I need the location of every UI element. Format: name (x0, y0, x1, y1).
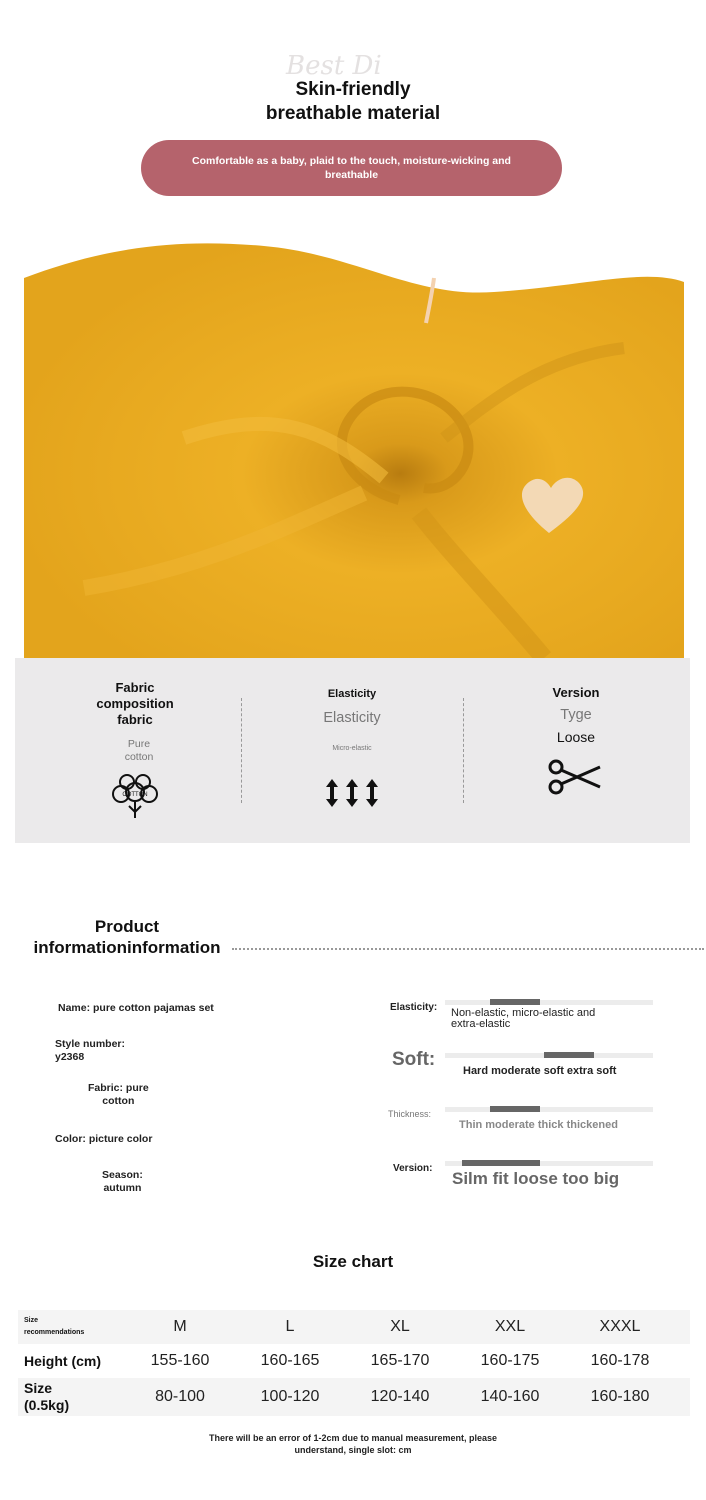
thickness-scale-text: Thin moderate thick thickened (459, 1119, 618, 1131)
script-logo-text: Best Di (286, 51, 382, 81)
size-m: M (173, 1318, 187, 1335)
divider (463, 698, 464, 803)
soft-scale-text: Hard moderate soft extra soft (463, 1065, 617, 1077)
size-header-label: Size recommendations (24, 1317, 85, 1336)
soft-scale (445, 1053, 653, 1058)
soft-scale-marker (544, 1052, 594, 1058)
version-scale-label: Version: (393, 1163, 433, 1174)
soft-scale-label: Soft: (392, 1049, 436, 1070)
weight-l: 100-120 (260, 1388, 320, 1405)
thickness-scale (445, 1107, 653, 1112)
weight-label: Size (0.5kg) (24, 1380, 70, 1413)
product-name: Name: pure cotton pajamas set (58, 1002, 214, 1014)
hero-title-line1: Skin-friendly (295, 79, 411, 100)
size-xxxl: XXXL (599, 1318, 641, 1335)
size-xxl: XXL (494, 1318, 526, 1335)
size-chart-title: Size chart (312, 1252, 394, 1271)
divider (241, 698, 242, 803)
size-header-row (18, 1310, 690, 1344)
elasticity-scale (445, 1000, 653, 1005)
feature-fabric-title: Fabric composition fabric (96, 680, 174, 727)
style-number: Style number: y2368 (55, 1038, 126, 1063)
feature-version (507, 658, 645, 843)
fabric-info: Fabric: pure cotton (88, 1082, 149, 1107)
season-info: Season: autumn (102, 1169, 143, 1194)
weight-xxl: 140-160 (480, 1388, 540, 1405)
product-info-title: Product informationinformation (33, 917, 221, 957)
size-xl: XL (390, 1318, 410, 1335)
height-xxl: 160-175 (480, 1352, 540, 1369)
fabric-photo (24, 238, 684, 662)
elasticity-scale-label: Elasticity: (390, 1002, 438, 1013)
feature-version-value: Loose (556, 729, 596, 745)
feature-version-title: Version (552, 685, 600, 700)
feature-elasticity-sub: Elasticity (323, 710, 381, 726)
height-xl: 165-170 (370, 1352, 430, 1369)
size-l: L (285, 1318, 295, 1335)
scissors-icon (546, 757, 606, 797)
cotton-icon (107, 772, 163, 822)
thickness-scale-label: Thickness: (388, 1109, 432, 1119)
height-m: 155-160 (150, 1352, 210, 1369)
feature-elasticity-value: Micro-elastic (332, 745, 372, 752)
height-l: 160-165 (260, 1352, 320, 1369)
elastic-arrows-icon (322, 773, 382, 813)
height-label: Height (cm) (24, 1353, 101, 1369)
tagline-text: Comfortable as a baby, plaid to the touch, moisture-wicking and breathable (192, 155, 511, 181)
feature-panel (15, 658, 690, 843)
weight-m: 80-100 (155, 1388, 205, 1405)
height-xxxl: 160-178 (590, 1352, 650, 1369)
weight-xxxl: 160-180 (590, 1388, 650, 1405)
weight-xl: 120-140 (370, 1388, 430, 1405)
dotted-rule (232, 948, 704, 950)
elasticity-scale-marker (490, 999, 540, 1005)
version-scale-marker (462, 1160, 540, 1166)
feature-version-sub: Tyge (560, 707, 592, 723)
height-row (18, 1344, 690, 1378)
feature-elasticity-title: Elasticity (327, 688, 377, 700)
elasticity-scale-text: Non-elastic, micro-elastic and extra-elastic (451, 1007, 596, 1030)
svg-text:COTTON: COTTON (122, 792, 148, 798)
version-scale-text: Silm fit loose too big (452, 1169, 620, 1188)
feature-elasticity (277, 658, 427, 843)
color-info: Color: picture color (55, 1133, 153, 1145)
feature-fabric (70, 658, 200, 843)
feature-fabric-value: Pure cotton (124, 738, 154, 763)
weight-row (18, 1378, 690, 1416)
hero-title (0, 78, 706, 126)
tagline-pill (141, 140, 562, 196)
size-footnote: There will be an error of 1-2cm due to manual measurement, please understand, single slot: cm (208, 1433, 498, 1455)
version-scale (445, 1161, 653, 1166)
thickness-scale-marker (490, 1106, 540, 1112)
hero-title-line2: breathable material (265, 103, 441, 124)
